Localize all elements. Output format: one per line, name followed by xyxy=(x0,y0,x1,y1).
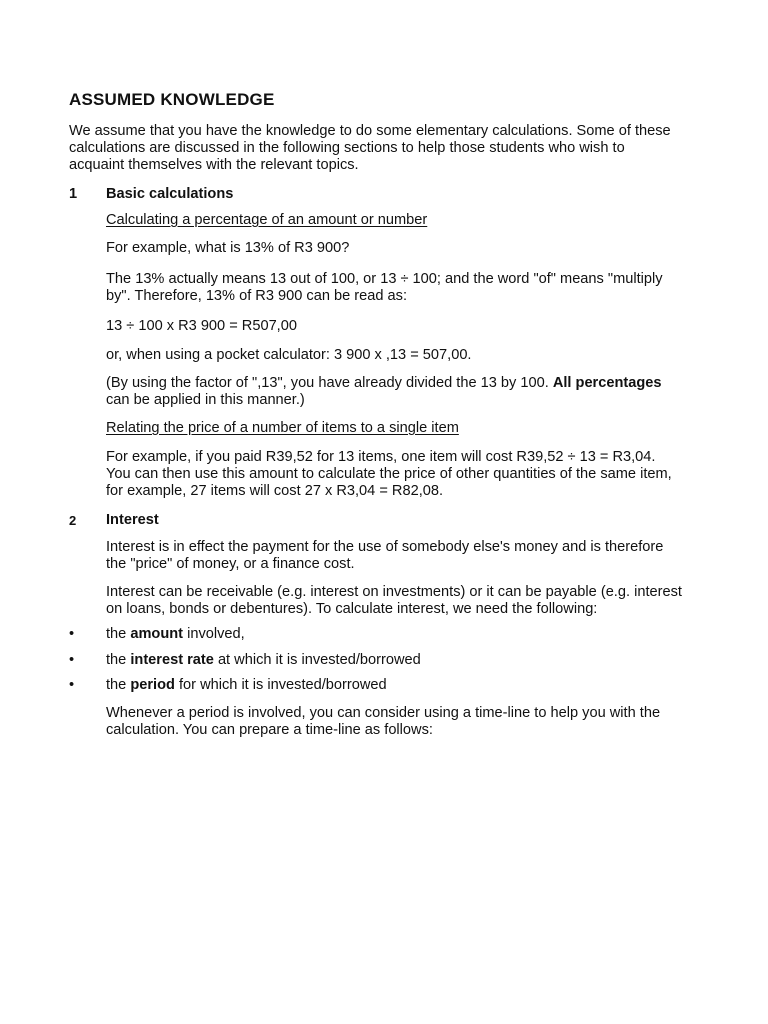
calculator-line: or, when using a pocket calculator: 3 900 x ,13 = 507,00. xyxy=(106,347,472,363)
explain-line-2: by". Therefore, 13% of R3 900 can be read as: xyxy=(106,288,408,304)
bullet-bold: amount xyxy=(130,626,184,642)
bullet-item-period xyxy=(106,677,387,694)
bullet-post: at which it is invested/borrowed xyxy=(213,652,421,668)
example-price-line-2: You can then use this amount to calculate the price of other quantities of the same item, xyxy=(106,466,672,482)
interest-def-line-2: the "price" of money, or a finance cost. xyxy=(106,556,355,572)
example-percentage: For example, what is 13% of R3 900? xyxy=(106,240,350,256)
section-2-title: Interest xyxy=(106,512,159,528)
intro-line-2: calculations are discussed in the following sections to help those students who wish to xyxy=(69,140,625,156)
section-1-title: Basic calculations xyxy=(106,186,234,202)
bullet-icon: • xyxy=(69,626,75,642)
bullet-icon: • xyxy=(69,677,75,693)
bullet-bold: period xyxy=(130,677,175,693)
bullet-pre: the xyxy=(106,677,131,693)
section-1-number: 1 xyxy=(69,186,78,202)
bullet-icon: • xyxy=(69,652,75,668)
example-price-line-1: For example, if you paid R39,52 for 13 items, one item will cost R39,52 ÷ 13 = R3,04. xyxy=(106,449,656,465)
interest-recv-line-2: on loans, bonds or debentures). To calculate interest, we need the following: xyxy=(106,601,598,617)
bullet-pre: the xyxy=(106,626,131,642)
bullet-item-amount xyxy=(106,626,245,643)
subheading-percentage: Calculating a percentage of an amount or number xyxy=(106,212,428,228)
factor-line-2: can be applied in this manner.) xyxy=(106,392,305,408)
example-price-line-3: for example, 27 items will cost 27 x R3,04 = R82,08. xyxy=(106,483,444,499)
bullet-item-interest-rate xyxy=(106,652,421,669)
factor-line-1 xyxy=(106,375,705,392)
section-2-number: 2 xyxy=(69,513,77,528)
bullet-post: involved, xyxy=(183,626,245,642)
factor-line-1-bold: All percentages xyxy=(552,375,662,391)
bullet-pre: the xyxy=(106,652,131,668)
bullet-post: for which it is invested/borrowed xyxy=(174,677,387,693)
interest-def-line-1: Interest is in effect the payment for the use of somebody else's money and is therefore xyxy=(106,539,664,555)
intro-line-1: We assume that you have the knowledge to do some elementary calculations. Some of these xyxy=(69,123,671,139)
explain-line-1: The 13% actually means 13 out of 100, or 13 ÷ 100; and the word "of" means "multiply xyxy=(106,271,663,287)
timeline-line-1: Whenever a period is involved, you can consider using a time-line to help you with the xyxy=(106,705,661,721)
bullet-bold: interest rate xyxy=(130,652,214,668)
interest-recv-line-1: Interest can be receivable (e.g. interest on investments) or it can be payable (e.g. interest xyxy=(106,584,682,600)
percentage-formula: 13 ÷ 100 x R3 900 = R507,00 xyxy=(106,318,297,334)
subheading-price: Relating the price of a number of items to a single item xyxy=(106,420,459,436)
intro-line-3: acquaint themselves with the relevant topics. xyxy=(69,157,359,173)
page-heading: ASSUMED KNOWLEDGE xyxy=(69,90,275,109)
factor-line-1-text: (By using the factor of ",13", you have already divided the 13 by 100. xyxy=(106,375,553,391)
timeline-line-2: calculation. You can prepare a time-line as follows: xyxy=(106,722,433,738)
